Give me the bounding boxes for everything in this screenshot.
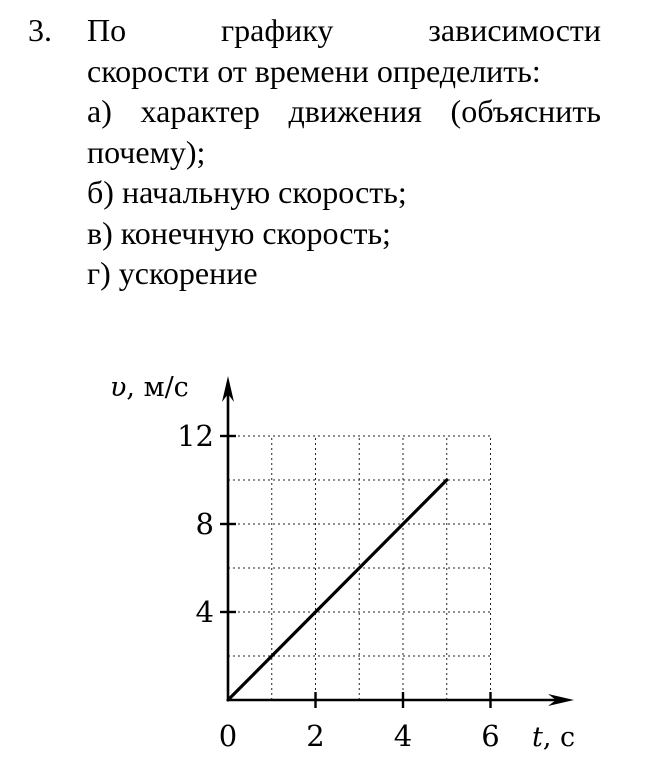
problem-line-4: почему); — [87, 133, 206, 170]
problem-number: 3. — [28, 12, 52, 48]
x-tick-label: 6 — [481, 719, 500, 753]
problem-word: (объяснить — [450, 93, 601, 129]
x-tick-label: 2 — [306, 719, 325, 753]
problem-word: характер — [140, 93, 260, 129]
problem-word: графику — [221, 12, 334, 48]
problem-word: По — [87, 12, 127, 48]
y-tick-label: 8 — [195, 507, 214, 541]
chart-series — [228, 480, 447, 700]
problem-word: зависимости — [428, 12, 601, 48]
y-tick-label: 12 — [177, 419, 214, 453]
x-tick-label: 0 — [218, 719, 238, 753]
question-d: г) ускорение — [87, 255, 258, 291]
x-tick-label: 4 — [393, 719, 413, 753]
problem-line-2: скорости от времени определить: — [87, 52, 541, 89]
question-b: б) начальную скорость; — [87, 174, 407, 210]
velocity-line — [228, 480, 447, 700]
x-axis-symbol: t — [532, 722, 543, 753]
y-axis-symbol: υ — [110, 372, 127, 403]
problem-word: движения — [288, 93, 422, 129]
y-axis-label — [110, 372, 189, 403]
question-c: в) конечную скорость; — [87, 214, 391, 251]
y-axis-unit: , м/с — [126, 372, 189, 403]
x-axis-unit: , с — [542, 722, 576, 753]
chart-ticks — [177, 419, 500, 753]
y-tick-label: 4 — [195, 595, 214, 629]
x-axis-label — [532, 722, 575, 753]
problem-word: а) — [87, 93, 112, 129]
